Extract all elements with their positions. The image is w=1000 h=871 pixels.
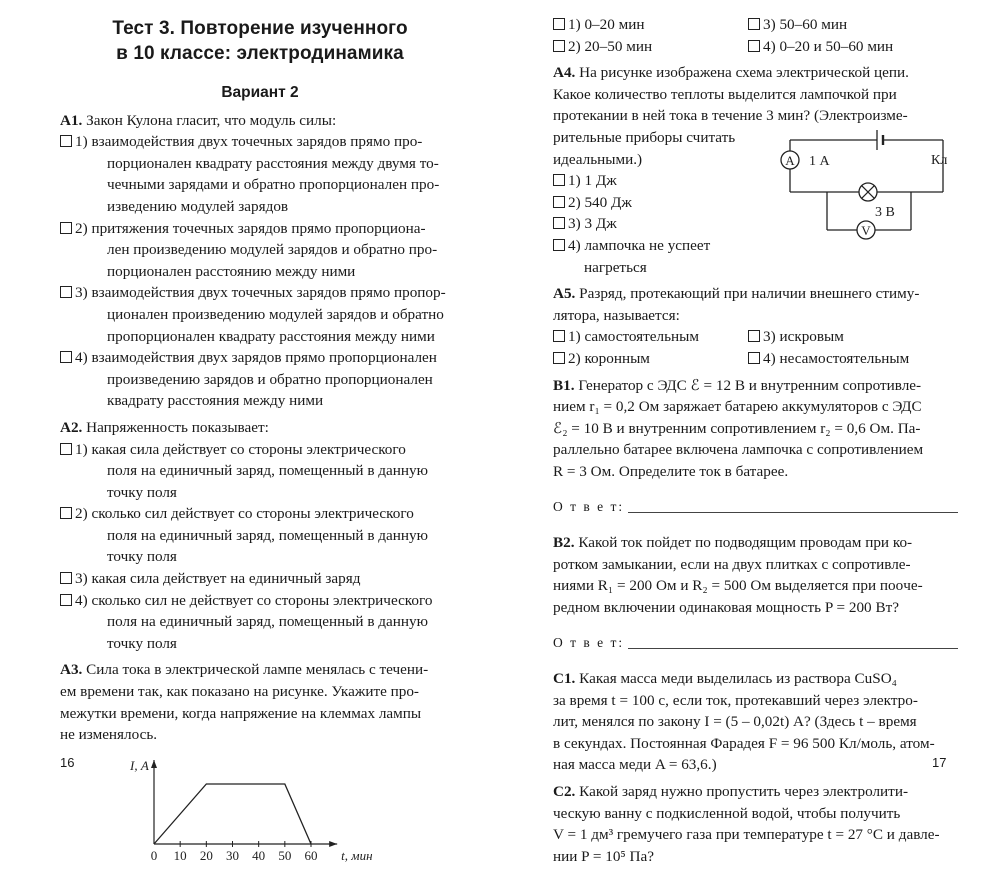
- answer-field-b1[interactable]: О т в е т:: [553, 496, 958, 518]
- ammeter-reading: 1 А: [809, 154, 830, 170]
- question-number: А4.: [553, 64, 576, 82]
- question-number: А2.: [60, 418, 83, 436]
- answer-checkbox[interactable]: [60, 222, 72, 234]
- answer-option[interactable]: 2) сколько сил действует со стороны электрического поля на единичный заряд, помещенный в данную точку поля: [60, 503, 460, 568]
- question-c2: С2. Какой заряд нужно пропустить через электролити- ческую ванну с подкисленной водой, чтобы получить V = 1 дм³ гремучего газа при температуре t = 27 °С и давле- нии P = 10⁵ Па?: [553, 783, 940, 865]
- x-tick-label: 60: [304, 847, 318, 863]
- x-tick-label: 0: [150, 847, 158, 863]
- question-a3: А3. Сила тока в электрической лампе менялась с течени- ем времени так, как показано на рисунке. Укажите про- межутки времени, когда напряжение на клеммах лампы не изменялось.: [60, 661, 429, 744]
- question-number: В1.: [553, 376, 575, 394]
- question-b2: В2. Какой ток пойдет по подводящим проводам при ко- ротком замыкании, если на двух плитках с сопротивле- ниями R₁ = 200 Ом и R₂ = 500 Ом выделяется при поoче- редном включении одинаковая мощность P = 200 Вт?: [553, 534, 923, 616]
- voltmeter-reading: 3 В: [875, 205, 895, 221]
- voltmeter-letter: V: [861, 223, 871, 239]
- y-axis-arrow: [151, 760, 157, 768]
- key-label: Кл: [931, 153, 948, 169]
- answer-option[interactable]: 1) 0–20 мин: [553, 14, 748, 36]
- variant-heading: Вариант 2: [221, 84, 299, 101]
- answer-option[interactable]: 2) притяжения точечных зарядов прямо пропорциона- лен произведению модулей зарядов и обратно про- порционален расстоянию между ними: [60, 218, 460, 283]
- answer-checkbox[interactable]: [60, 351, 72, 363]
- question-number: С1.: [553, 670, 576, 688]
- circuit-diagram: [765, 128, 965, 248]
- answer-option[interactable]: 4) несамостоятельным: [748, 348, 948, 370]
- answer-checkbox[interactable]: [553, 330, 565, 342]
- x-tick-label: 10: [173, 847, 187, 863]
- question-number: А5.: [553, 285, 576, 303]
- page-number-left: 16: [60, 755, 75, 770]
- a3-options: [553, 14, 958, 57]
- question-number: А1.: [60, 111, 83, 129]
- question-b1: В1. Генератор с ЭДС ℰ = 12 В и внутренним сопротивле- нием r₁ = 0,2 Ом заряжает батарею аккумуляторов с ЭДС ℰ₂ = 10 В и внутренним сопротивлением r₂ = 0,6 Ом. Па- раллельно батарее включена лампочка с сопротивлением R = 3 Ом. Определите ток в батарее.: [553, 376, 924, 480]
- answer-checkbox[interactable]: [553, 18, 565, 30]
- answer-field-b2[interactable]: О т в е т:: [553, 632, 958, 654]
- current-series-line: [154, 784, 311, 844]
- question-a5: А5. Разряд, протекающий при наличии внешнего стиму- лятора, называется: 1) самостоятельным 3) искровым 2) коронным 4) несамостоятельным: [553, 283, 958, 369]
- question-a4: А4. На рисунке изображена схема электрической цепи. Какое количество теплоты выделится лампочкой при протекании в ней тока в течение 3 мин? (Электроизме- рительные приборы считать идеальными.) 1) 1 Дж 2) 540 Дж 3) 3 Дж 4) лампочка не успеет нагреться A 1 А Кл V 3 В: [553, 62, 958, 278]
- ammeter-letter: A: [785, 153, 795, 169]
- answer-option[interactable]: 2) коронным: [553, 348, 748, 370]
- answer-checkbox[interactable]: [553, 40, 565, 52]
- answer-option[interactable]: 2) 20–50 мин: [553, 36, 748, 58]
- answer-option[interactable]: 3) взаимодействия двух точечных зарядов прямо пропор- ционален произведению модулей зарядов и обратно пропорционален квадрату расстояния между ними: [60, 282, 460, 347]
- question-text: Закон Кулона гласит, что модуль силы:: [86, 111, 337, 129]
- question-number: С2.: [553, 783, 576, 800]
- answer-checkbox[interactable]: [60, 286, 72, 298]
- answer-option[interactable]: 4) лампочка не успеет нагреться: [553, 235, 958, 278]
- x-tick-label: 50: [278, 847, 292, 863]
- answer-option[interactable]: 4) сколько сил не действует со стороны электрического поля на единичный заряд, помещенный в данную точку поля: [60, 590, 460, 655]
- answer-checkbox[interactable]: [60, 572, 72, 584]
- answer-option[interactable]: 1) самостоятельным: [553, 326, 748, 348]
- left-page: [60, 0, 460, 871]
- answer-option[interactable]: 3) 50–60 мин: [748, 14, 948, 36]
- current-time-graph: [126, 756, 426, 871]
- test-title: Тест 3. Повторение изученного в 10 классе: электродинамика: [112, 18, 408, 64]
- answer-checkbox[interactable]: [553, 217, 565, 229]
- answer-checkbox[interactable]: [60, 507, 72, 519]
- x-tick-label: 30: [226, 847, 239, 863]
- answer-option[interactable]: 4) взаимодействия двух зарядов прямо пропорционален произведению зарядов и обратно пропорционален квадрату расстояния между ними: [60, 347, 460, 412]
- question-c1: С1. Какая масса меди выделилась из раствора CuSO₄ за время t = 100 с, если ток, протекавший через электро- лит, менялся по закону I = (5 – 0,02t) А? (Здесь t – время в секундах. Постоянная Фарадея F = 96 500 Кл/моль, атом- ная масса меди A = 63,6.): [553, 670, 935, 774]
- question-text: Напряженность показывает:: [86, 418, 269, 436]
- page-number-right: 17: [932, 755, 947, 770]
- x-tick-label: 20: [199, 847, 213, 863]
- answer-checkbox[interactable]: [748, 352, 760, 364]
- answer-checkbox[interactable]: [553, 352, 565, 364]
- answer-option[interactable]: 3) 3 Дж: [553, 213, 958, 235]
- answer-checkbox[interactable]: [553, 196, 565, 208]
- x-axis-label: t, мин: [341, 847, 373, 863]
- answer-option[interactable]: 3) искровым: [748, 326, 948, 348]
- answer-option[interactable]: 1) взаимодействия двух точечных зарядов прямо про- порционален квадрату расстояния между двумя то- чечными зарядами и обратно пропорционален про- изведению модулей зарядов: [60, 131, 460, 217]
- answer-checkbox[interactable]: [748, 18, 760, 30]
- x-tick-label: 40: [252, 847, 266, 863]
- question-number: А3.: [60, 661, 83, 679]
- answer-option[interactable]: 1) какая сила действует со стороны электрического поля на единичный заряд, помещенный в данную точку поля: [60, 439, 460, 504]
- answer-checkbox[interactable]: [553, 174, 565, 186]
- x-axis-arrow: [329, 841, 337, 847]
- answer-checkbox[interactable]: [60, 135, 72, 147]
- answer-checkbox[interactable]: [748, 330, 760, 342]
- question-a1: [60, 110, 460, 412]
- answer-checkbox[interactable]: [748, 40, 760, 52]
- y-axis-label: I, А: [130, 757, 149, 773]
- right-page: [553, 14, 958, 867]
- answer-option[interactable]: 4) 0–20 и 50–60 мин: [748, 36, 948, 58]
- answer-option[interactable]: 2) 540 Дж: [553, 192, 958, 214]
- answer-option[interactable]: 1) 1 Дж: [553, 170, 958, 192]
- answer-option[interactable]: 3) какая сила действует на единичный заряд: [60, 568, 460, 590]
- question-number: В2.: [553, 534, 575, 552]
- answer-checkbox[interactable]: [60, 594, 72, 606]
- answer-checkbox[interactable]: [553, 239, 565, 251]
- answer-checkbox[interactable]: [60, 443, 72, 455]
- question-a2: [60, 417, 460, 655]
